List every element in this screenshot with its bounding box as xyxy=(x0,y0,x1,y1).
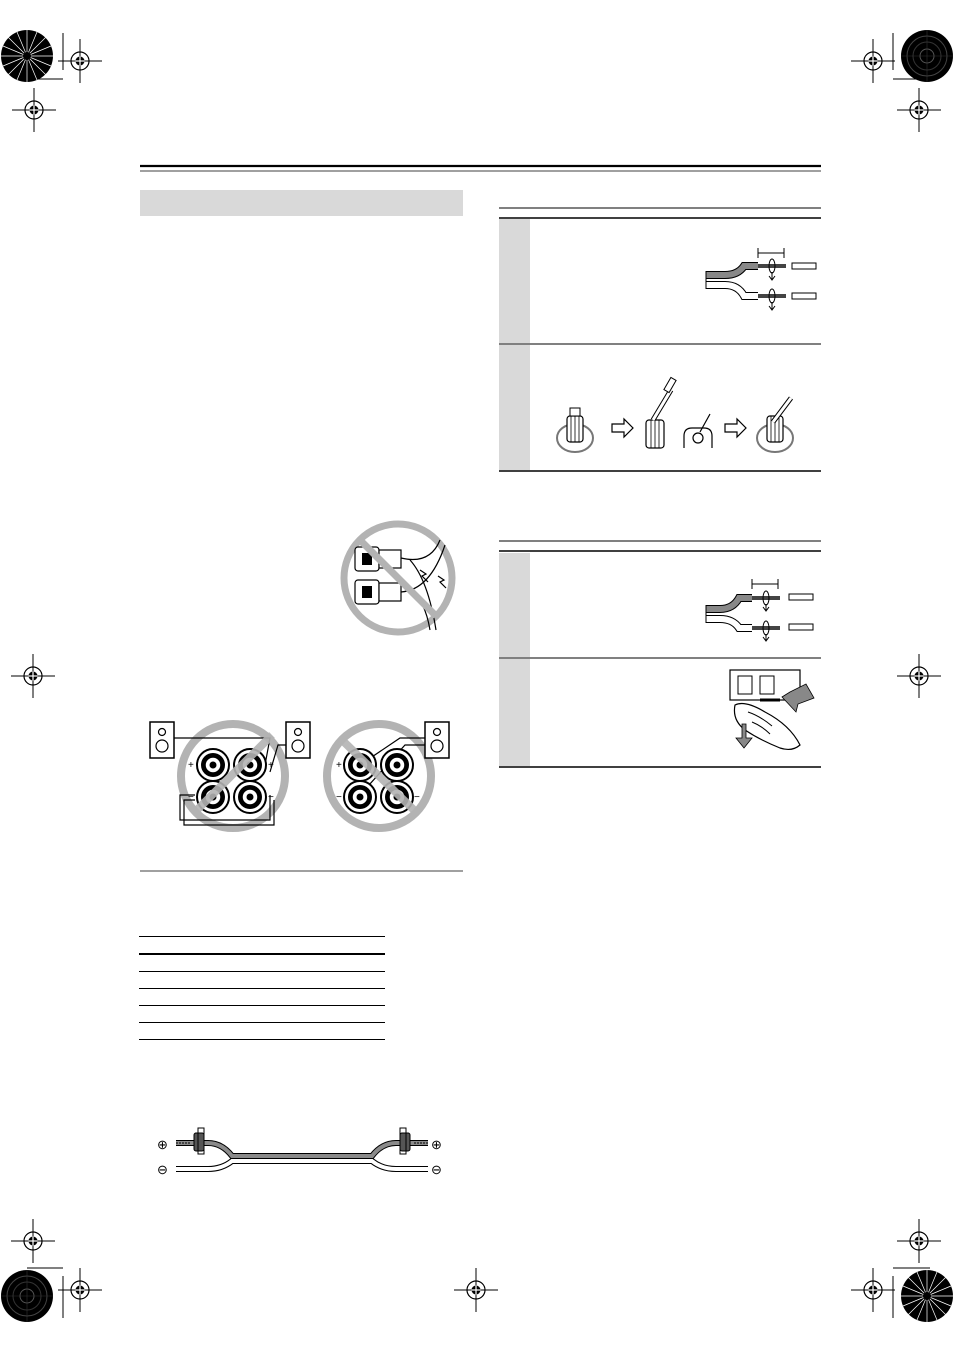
speaker-icon xyxy=(286,722,310,758)
speaker-icon xyxy=(150,722,174,758)
cable-minus-symbol: ⊖ xyxy=(157,1162,168,1177)
binding-post-steps xyxy=(557,377,793,452)
registration-mark-icon xyxy=(11,654,55,698)
registration-mark-icon xyxy=(851,1268,895,1312)
registration-mark-icon xyxy=(897,88,941,132)
speaker-icon xyxy=(425,722,449,758)
terminal-minus-label: − xyxy=(268,792,274,803)
cable-minus-symbol: ⊖ xyxy=(431,1162,442,1177)
color-wheel-icon xyxy=(901,30,953,82)
stripped-wire-diagram xyxy=(706,248,816,310)
wiring-diagram-prohibited-left xyxy=(150,722,310,828)
cable-plus-symbol: ⊕ xyxy=(157,1137,168,1152)
registration-mark-icon xyxy=(454,1268,498,1312)
spring-terminal-diagram xyxy=(730,670,814,749)
arrow-right-icon xyxy=(725,419,746,437)
arrow-right-icon xyxy=(612,419,633,437)
registration-mark-icon xyxy=(12,88,56,132)
terminal-plus-label: + xyxy=(336,760,342,771)
stripped-wire-diagram xyxy=(706,579,813,641)
terminal-plus-label: + xyxy=(188,760,194,771)
prohibited-icon xyxy=(344,524,452,632)
color-wheel-icon xyxy=(1,30,53,82)
terminal-minus-label: − xyxy=(414,792,420,803)
registration-mark-icon xyxy=(851,39,895,83)
registration-mark-icon xyxy=(58,1268,102,1312)
terminal-minus-label: − xyxy=(336,792,342,803)
terminal-minus-label: − xyxy=(188,792,194,803)
registration-mark-icon xyxy=(11,1219,55,1263)
color-wheel-icon xyxy=(901,1270,953,1322)
registration-mark-icon xyxy=(897,1219,941,1263)
terminal-plus-label: + xyxy=(268,760,274,771)
registration-mark-icon xyxy=(897,654,941,698)
speaker-cable-diagram xyxy=(157,1128,442,1177)
wiring-diagram-prohibited-right xyxy=(327,722,449,828)
registration-mark-icon xyxy=(58,39,102,83)
cable-plus-symbol: ⊕ xyxy=(431,1137,442,1152)
color-wheel-icon xyxy=(1,1270,53,1322)
